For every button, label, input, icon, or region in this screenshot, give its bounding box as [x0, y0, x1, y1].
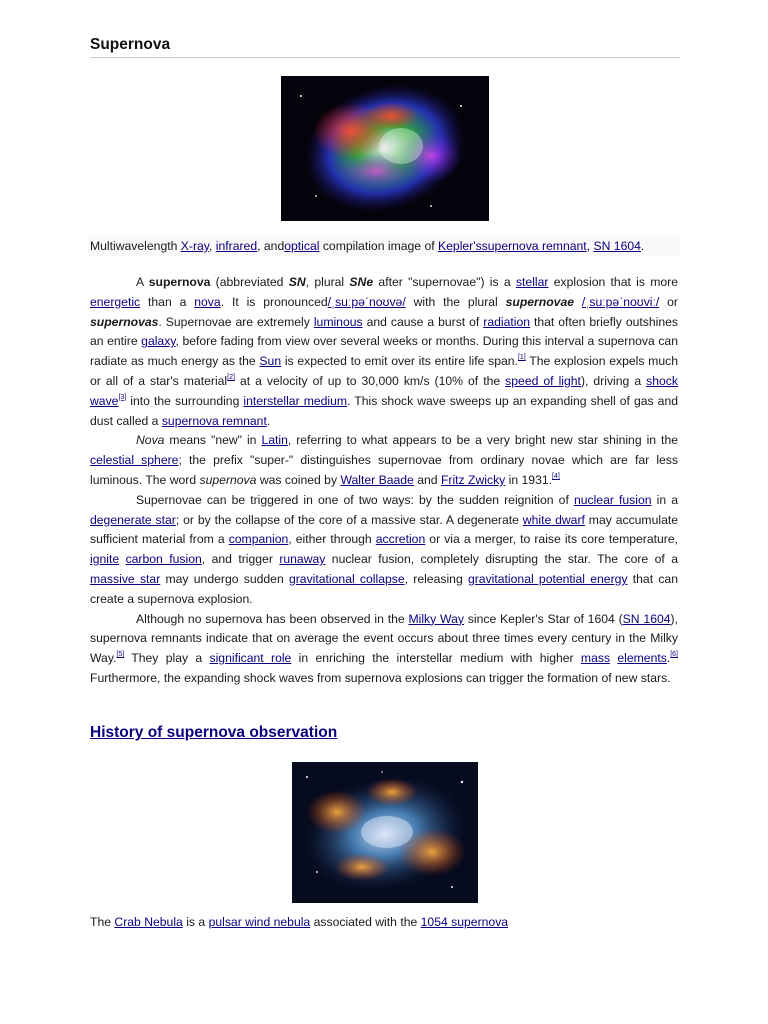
link-companion[interactable]: companion: [228, 532, 289, 547]
link-milky-way[interactable]: Milky Way: [408, 611, 464, 626]
link-carbon-fusion[interactable]: carbon fusion: [125, 552, 202, 567]
caption-text: .: [640, 239, 645, 253]
link-galaxy[interactable]: galaxy: [141, 334, 176, 349]
link-x-ray[interactable]: X-ray: [180, 239, 209, 253]
citation-6[interactable]: [6]: [670, 651, 679, 659]
caption-text: Multiwavelength: [90, 239, 181, 253]
term-sn: SN: [288, 275, 306, 289]
caption-text: compilation image of: [319, 239, 439, 253]
link-pronunciation-singular[interactable]: /ˌsuːpəˈnoʊvə/: [327, 294, 406, 309]
term-nova: Nova: [136, 433, 165, 448]
link-accretion[interactable]: accretion: [375, 532, 426, 547]
link-gravitational-potential-energy[interactable]: gravitational potential energy: [467, 571, 628, 586]
link-mass[interactable]: mass: [580, 651, 611, 666]
link-degenerate-star[interactable]: degenerate star: [90, 512, 176, 527]
kepler-image-caption: [88, 236, 680, 256]
link-celestial-sphere[interactable]: celestial sphere: [90, 453, 179, 468]
paragraph-triggers: Supernovae can be triggered in one of two ways: by the sudden reignition of nuclear fusion in a degenerate star; or by the collapse of the core of a massive star. A degenerate white dwarf may accumulate sufficient material from a companion, either through accretion or via a merger, to raise its core temperature, ignite carbon fusion, and trigger runaway nuclear fusion, completely disrupting the star. The core of a massive star may undergo sudden gravitational collapse, releasing gravitational potential energy that can create a supernova explosion.: [90, 492, 679, 606]
link-walter-baade[interactable]: Walter Baade: [340, 472, 414, 487]
article-body: [90, 273, 678, 689]
link-gravitational-collapse[interactable]: gravitational collapse: [288, 571, 405, 586]
link-history-of-supernova-observation[interactable]: History of supernova observation: [90, 724, 338, 741]
link-supernova-remnant[interactable]: supernova remnant: [161, 413, 267, 428]
link-interstellar-medium[interactable]: interstellar medium: [243, 393, 348, 408]
link-stellar[interactable]: stellar: [515, 275, 549, 289]
link-speed-of-light[interactable]: speed of light: [505, 373, 581, 388]
link-keplers-supernova-remnant[interactable]: Kepler'ssupernova remnant: [438, 239, 587, 253]
link-infrared[interactable]: infrared: [215, 239, 258, 253]
link-massive-star[interactable]: massive star: [90, 571, 161, 586]
term-supernova: supernova: [148, 275, 211, 289]
link-significant-role[interactable]: significant role: [209, 651, 292, 666]
citation-1[interactable]: [1]: [517, 354, 526, 362]
link-pulsar-wind-nebula[interactable]: pulsar wind nebula: [208, 915, 311, 929]
link-sun[interactable]: Sun: [259, 354, 282, 369]
caption-text: The: [90, 915, 115, 929]
page-title: Supernova: [90, 36, 680, 58]
citation-2[interactable]: [2]: [227, 373, 235, 381]
paragraph-intro: A supernova (abbreviated SN, plural SNe after "supernovae") is a stellar explosion that is more energetic than a nova. It is pronounced/ˌsuːpəˈnoʊvə/ with the plural supernovae /ˌsuːpəˈnoʊviː/ or supernovas. Supernovae are extremely luminous and cause a burst of radiation that often briefly outshines an entire galaxy, before fading from view over several weeks or months. During this interval a supernova can radiate as much energy as the Sun is expected to emit over its entire life span.[1] The explosion expels much or all of a star's material[2] at a velocity of up to 30,000 km/s (10% of the speed of light), driving a shock wave[3] into the surrounding interstellar medium. This shock wave sweeps up an expanding shell of gas and dust called a supernova remnant.: [90, 275, 679, 428]
crab-nebula-image: [292, 762, 478, 903]
citation-3[interactable]: [3]: [118, 393, 127, 401]
caption-text: is a: [182, 915, 209, 929]
section-heading: [90, 724, 337, 742]
caption-text: ,: [586, 239, 594, 253]
link-fritz-zwicky[interactable]: Fritz Zwicky: [440, 472, 506, 487]
crab-nebula-caption: [90, 912, 508, 932]
link-latin[interactable]: Latin: [261, 433, 288, 448]
link-energetic[interactable]: energetic: [90, 294, 141, 309]
link-nuclear-fusion[interactable]: nuclear fusion: [573, 492, 652, 507]
link-luminous[interactable]: luminous: [313, 314, 363, 329]
link-radiation[interactable]: radiation: [483, 314, 531, 329]
citation-5[interactable]: [5]: [116, 651, 125, 659]
link-shock-wave[interactable]: shock wave: [90, 373, 678, 408]
term-sne: SNe: [349, 275, 374, 289]
term-supernovae: supernovae: [505, 294, 575, 309]
caption-text: ,: [209, 239, 216, 253]
caption-text: associated with the: [310, 915, 421, 929]
paragraph-frequency: Although no supernova has been observed in the Milky Way since Kepler's Star of 1604 (SN 1604), supernova remnants indicate that on average the event occurs about three times every century in the Milky Way.[5] They play a significant role in enriching the interstellar medium with higher mass elements.[6] Furthermore, the expanding shock waves from supernova explosions can trigger the formation of new stars.: [90, 611, 679, 685]
kepler-supernova-remnant-image: [281, 76, 489, 221]
caption-text: , and: [257, 239, 285, 253]
link-ignite[interactable]: ignite: [90, 552, 120, 567]
citation-4[interactable]: [4]: [552, 472, 560, 480]
link-optical[interactable]: optical: [284, 239, 320, 253]
link-nova[interactable]: nova: [194, 294, 221, 309]
link-pronunciation-plural[interactable]: /ˌsuːpəˈnoʊviː/: [581, 294, 660, 309]
link-runaway[interactable]: runaway: [279, 552, 326, 567]
link-sn-1604[interactable]: SN 1604: [593, 239, 641, 253]
link-crab-nebula[interactable]: Crab Nebula: [114, 915, 183, 929]
link-1054-supernova[interactable]: 1054 supernova: [420, 915, 509, 929]
link-elements[interactable]: elements: [617, 651, 667, 666]
paragraph-etymology: Nova means "new" in Latin, referring to what appears to be a very bright new star shining in the celestial sphere; the prefix "super-" distinguishes supernovae from ordinary novae which are far less luminous. The word supernova was coined by Walter Baade and Fritz Zwicky in 1931.[4]: [90, 433, 678, 487]
link-white-dwarf[interactable]: white dwarf: [522, 512, 585, 527]
term-supernovas: supernovas: [90, 314, 159, 329]
term-supernova-italic: supernova: [199, 472, 257, 487]
link-sn-1604-body[interactable]: SN 1604: [622, 611, 671, 626]
